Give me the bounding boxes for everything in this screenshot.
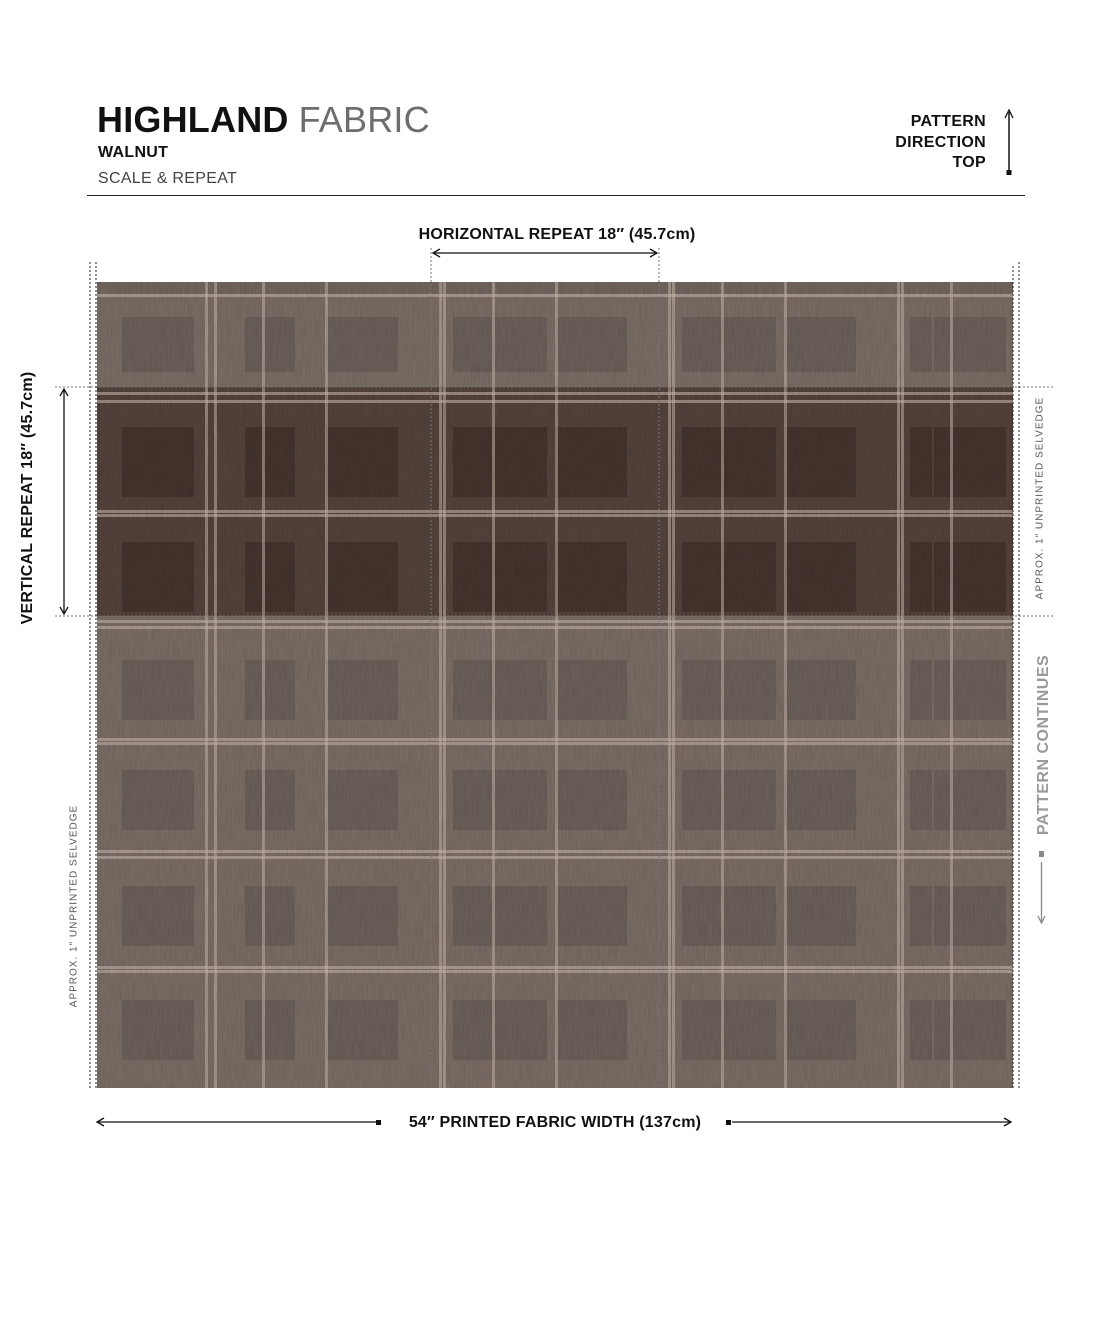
pattern-direction-label (895, 112, 986, 174)
arrow-down-icon (1038, 851, 1045, 923)
page-title (97, 100, 430, 140)
fabric-swatch (97, 282, 1013, 1088)
title-category: FABRIC (298, 99, 430, 140)
sheet-subtitle: SCALE & REPEAT (98, 170, 238, 187)
selvedge-label-right: APPROX. 1″ UNPRINTED SELVEDGE (1034, 396, 1046, 600)
horizontal-repeat-arrow (433, 249, 657, 257)
fabric-texture (97, 282, 1013, 1088)
vertical-repeat-label: VERTICAL REPEAT 18″ (45.7cm) (19, 371, 36, 625)
selvedge-label-left: APPROX. 1″ UNPRINTED SELVEDGE (68, 804, 80, 1008)
colorway-name: WALNUT (98, 144, 169, 161)
pattern-continues-label: PATTERN CONTINUES (1035, 654, 1052, 836)
direction-line-1: PATTERN (910, 113, 986, 130)
title-product: HIGHLAND (97, 99, 289, 140)
header-divider (87, 195, 1025, 196)
vertical-repeat-arrow (60, 389, 68, 614)
direction-line-3: TOP (952, 154, 986, 171)
arrow-up-icon (1007, 110, 1011, 176)
direction-line-2: DIRECTION (895, 133, 986, 151)
horizontal-repeat-label: HORIZONTAL REPEAT 18″ (45.7cm) (418, 226, 696, 243)
fabric-width-label: 54″ PRINTED FABRIC WIDTH (137cm) (408, 1114, 702, 1131)
